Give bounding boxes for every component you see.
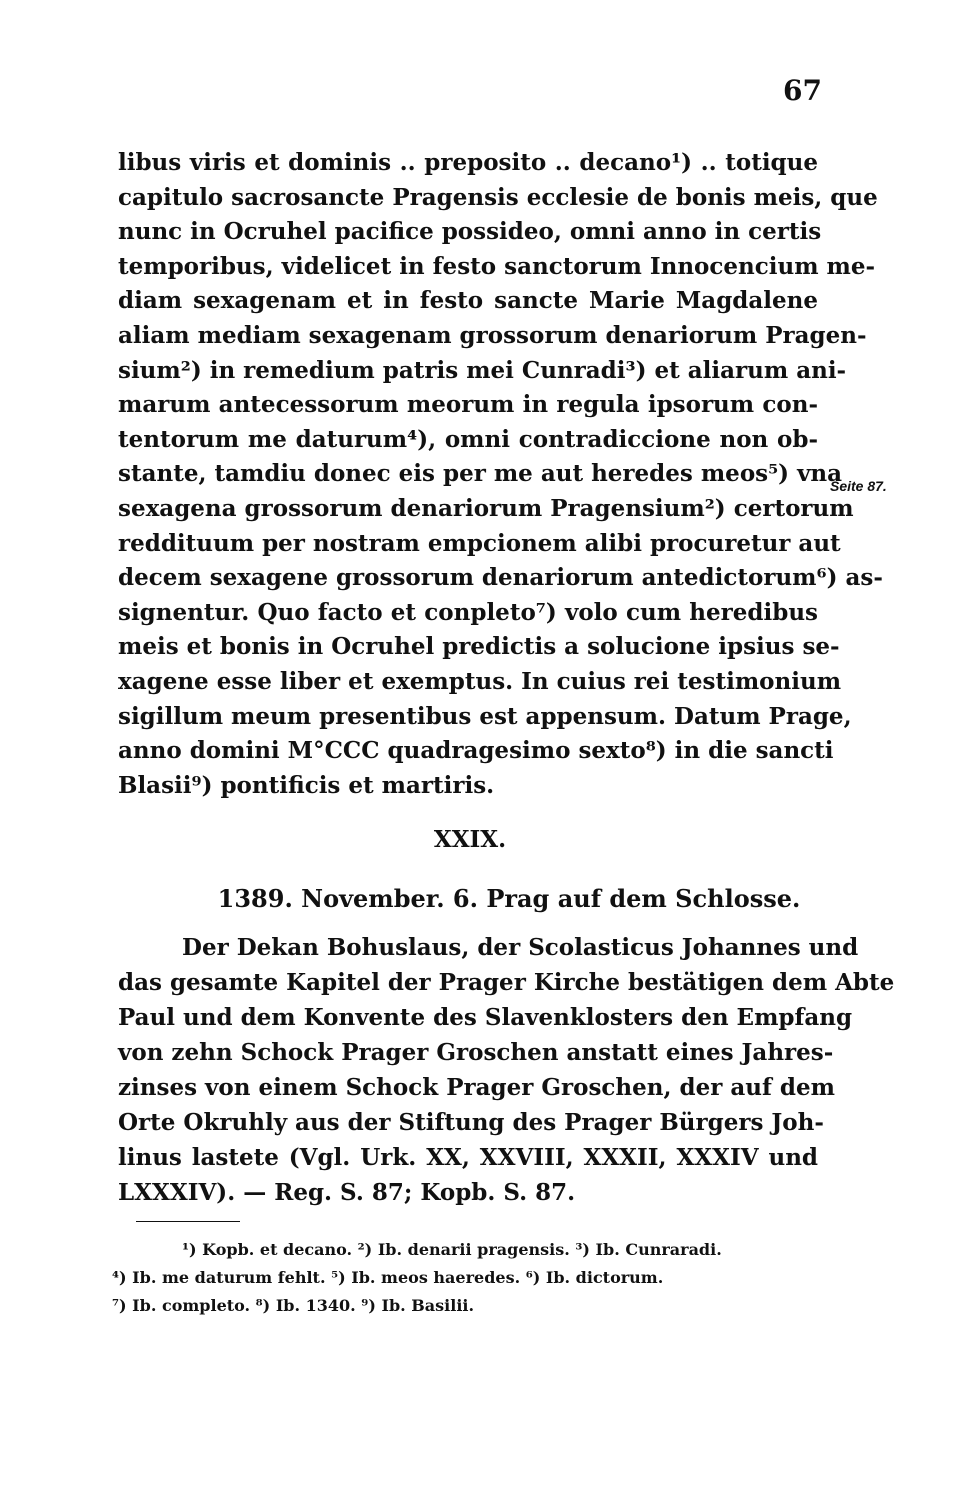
footnote-line: ¹) Kopb. et decano. ²) Ib. denarii pragensis. ³) Ib. Cunraradi. — [182, 1240, 722, 1259]
german-line: von zehn Schock Prager Groschen anstatt eines Jahres- — [118, 1039, 834, 1066]
german-line: LXXXIV). — Reg. S. 87; Kopb. S. 87. — [118, 1179, 576, 1206]
latin-line: nunc in Ocruhel pacifice possideo, omni anno in certis — [118, 218, 822, 246]
latin-line: sigillum meum presentibus est appensum. Datum Prage, — [118, 702, 852, 730]
german-line: Der Dekan Bohuslaus, der Scolasticus Johannes und — [182, 934, 859, 961]
latin-line: temporibus, videlicet in festo sanctorum Innocencium me- — [118, 252, 876, 280]
german-line: Orte Okruhly aus der Stiftung des Prager Bürgers Joh- — [118, 1109, 824, 1136]
page-number: 67 — [783, 74, 822, 107]
latin-line: xagene esse liber et exemptus. In cuius rei testimonium — [118, 667, 842, 695]
footnotes — [112, 1236, 820, 1320]
document-number: XXIX. — [433, 826, 507, 853]
german-line: Paul und dem Konvente des Slavenklosters den Empfang — [118, 1004, 853, 1031]
date-place-heading: 1389. November. 6. Prag auf dem Schlosse. — [217, 884, 801, 913]
latin-line: anno domini M°CCC quadragesimo sexto⁸) in die sancti — [118, 737, 834, 765]
german-summary — [118, 930, 895, 1210]
german-line: linus lastete (Vgl. Urk. XX, XXVIII, XXXII, XXXIV und — [118, 1144, 818, 1171]
latin-line: aliam mediam sexagenam grossorum denariorum Pragen- — [118, 321, 867, 349]
latin-line: reddituum per nostram empcionem alibi procuretur aut — [118, 529, 841, 557]
german-line: zinses von einem Schock Prager Groschen, der auf dem — [118, 1074, 835, 1101]
footnote-line: ⁷) Ib. completo. ⁸) Ib. 1340. ⁹) Ib. Basilii. — [112, 1296, 475, 1315]
latin-line: sexagena grossorum denariorum Pragensium²) certorum — [118, 494, 854, 522]
latin-line: diam sexagenam et in festo sancte Marie Magdalene — [118, 287, 818, 315]
latin-line: stante, tamdiu donec eis per me aut heredes meos⁵) vna — [118, 460, 843, 488]
latin-line: sium²) in remedium patris mei Cunradi³) et aliarum ani- — [118, 356, 847, 384]
german-line: das gesamte Kapitel der Prager Kirche bestätigen dem Abte — [118, 969, 895, 996]
latin-line: meis et bonis in Ocruhel predictis a solucione ipsius se- — [118, 633, 840, 661]
margin-note: Seite 87. — [830, 478, 887, 494]
latin-line: signentur. Quo facto et conpleto⁷) volo cum heredibus — [118, 598, 818, 626]
latin-line: marum antecessorum meorum in regula ipsorum con- — [118, 391, 818, 419]
footnote-separator — [136, 1221, 240, 1222]
footnote-line: ⁴) Ib. me daturum fehlt. ⁵) Ib. meos haeredes. ⁶) Ib. dictorum. — [112, 1268, 664, 1287]
latin-line: Blasii⁹) pontificis et martiris. — [118, 771, 495, 799]
latin-line: libus viris et dominis .. preposito .. decano¹) .. totique — [118, 149, 818, 176]
latin-line: capitulo sacrosancte Pragensis ecclesie de bonis meis, que — [118, 183, 878, 211]
latin-line: tentorum me daturum⁴), omni contradiccione non ob- — [118, 425, 818, 453]
latin-line: decem sexagene grossorum denariorum antedictorum⁶) as- — [118, 564, 883, 592]
